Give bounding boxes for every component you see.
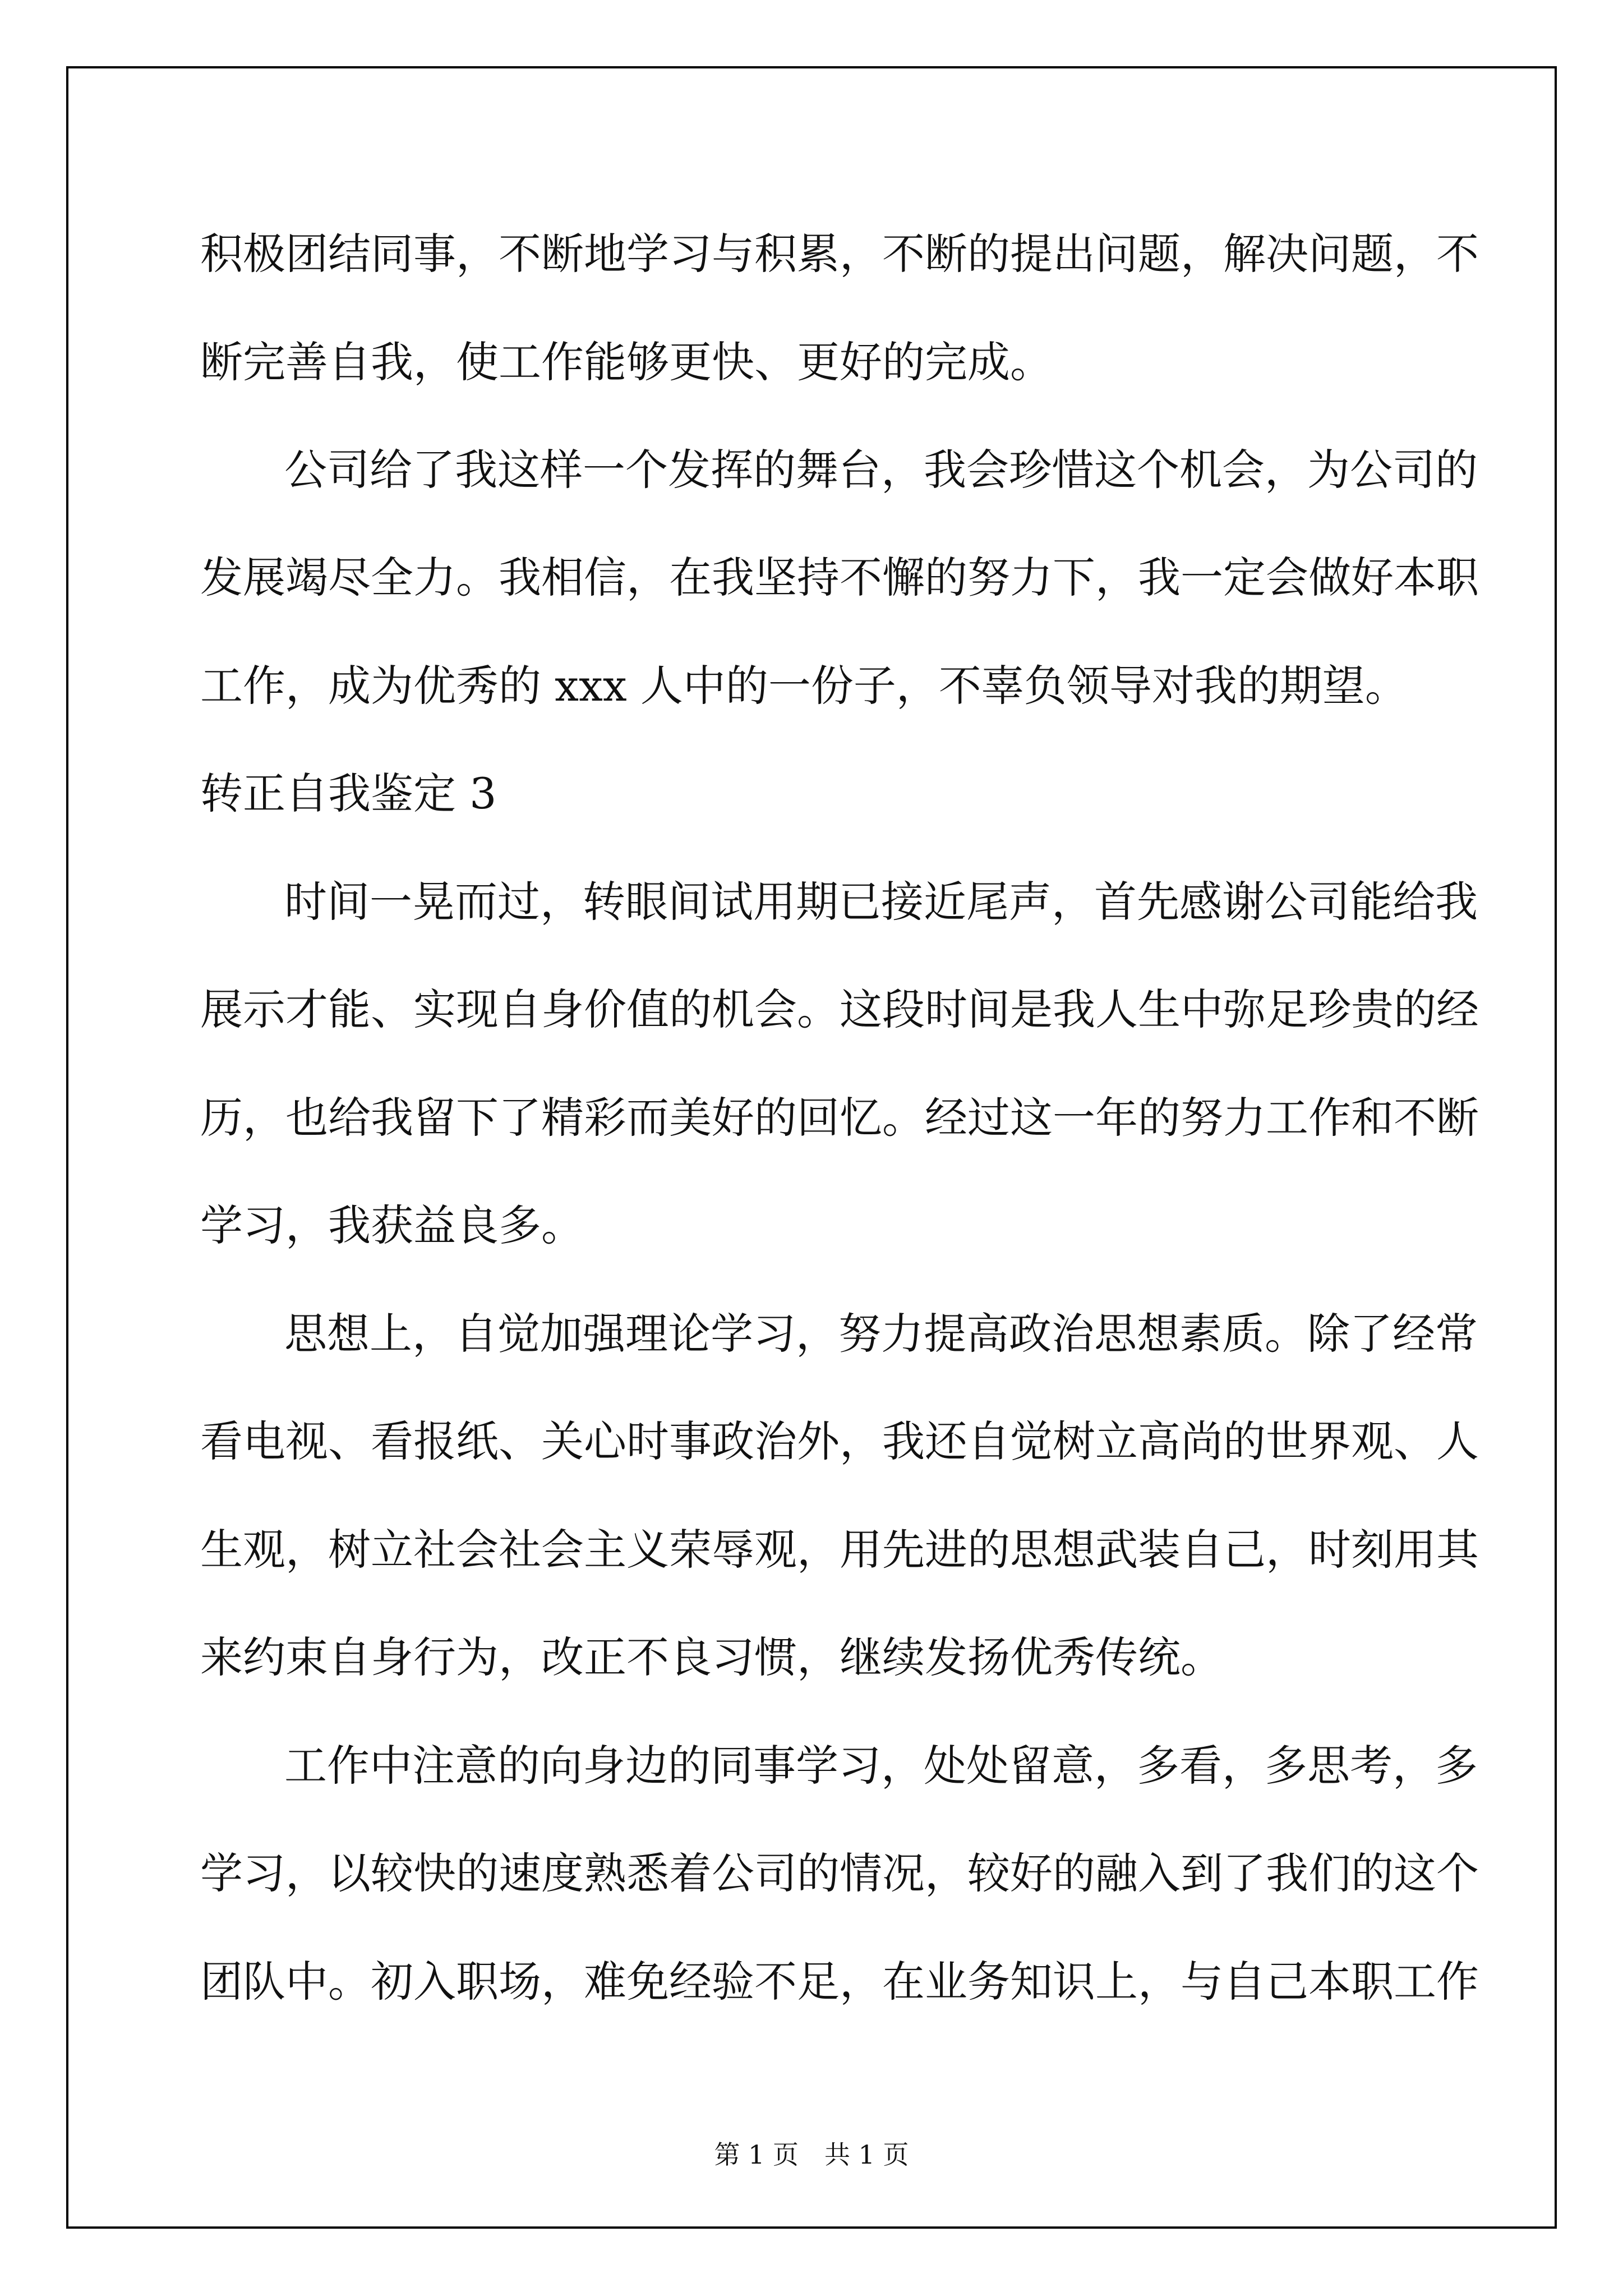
body-line-11: 思想上，自觉加强理论学习，努力提高政治思想素质。除了经常 bbox=[284, 1309, 1478, 1359]
body-line-13: 生观，树立社会社会主义荣辱观，用先进的思想武装自己，时刻用其 bbox=[200, 1525, 1479, 1575]
body-line-15: 工作中注意的向身边的同事学习，处处留意，多看，多思考，多 bbox=[284, 1741, 1478, 1791]
body-line-9: 历，也给我留下了精彩而美好的回忆。经过这一年的努力工作和不断 bbox=[200, 1093, 1479, 1143]
body-line-16: 学习，以较快的速度熟悉着公司的情况，较好的融入到了我们的这个 bbox=[200, 1848, 1479, 1898]
body-line-8: 展示才能、实现自身价值的机会。这段时间是我人生中弥足珍贵的经 bbox=[200, 984, 1479, 1034]
body-line-12: 看电视、看报纸、关心时事政治外，我还自觉树立高尚的世界观、人 bbox=[200, 1416, 1479, 1466]
body-line-7: 时间一晃而过，转眼间试用期已接近尾声，首先感谢公司能给我 bbox=[284, 877, 1478, 927]
body-line-10: 学习，我获益良多。 bbox=[200, 1200, 584, 1250]
body-line-3: 公司给了我这样一个发挥的舞台，我会珍惜这个机会，为公司的 bbox=[284, 445, 1478, 495]
body-line-4: 发展竭尽全力。我相信，在我坚持不懈的努力下，我一定会做好本职 bbox=[200, 553, 1479, 602]
body-line-14: 来约束自身行为，改正不良习惯，继续发扬优秀传统。 bbox=[200, 1632, 1223, 1682]
page-footer: 第 1 页 共 1 页 bbox=[714, 2139, 909, 2170]
body-line-5: 工作，成为优秀的 xxx 人中的一份子，不辜负领导对我的期望。 bbox=[200, 661, 1408, 711]
page-border bbox=[66, 66, 1557, 2229]
section-heading: 转正自我鉴定 3 bbox=[200, 769, 497, 818]
body-line-1: 积极团结同事，不断地学习与积累，不断的提出问题，解决问题，不 bbox=[200, 229, 1479, 279]
body-line-17: 团队中。初入职场，难免经验不足，在业务知识上，与自己本职工作 bbox=[200, 1957, 1479, 2007]
body-line-2: 断完善自我，使工作能够更快、更好的完成。 bbox=[200, 337, 1053, 387]
